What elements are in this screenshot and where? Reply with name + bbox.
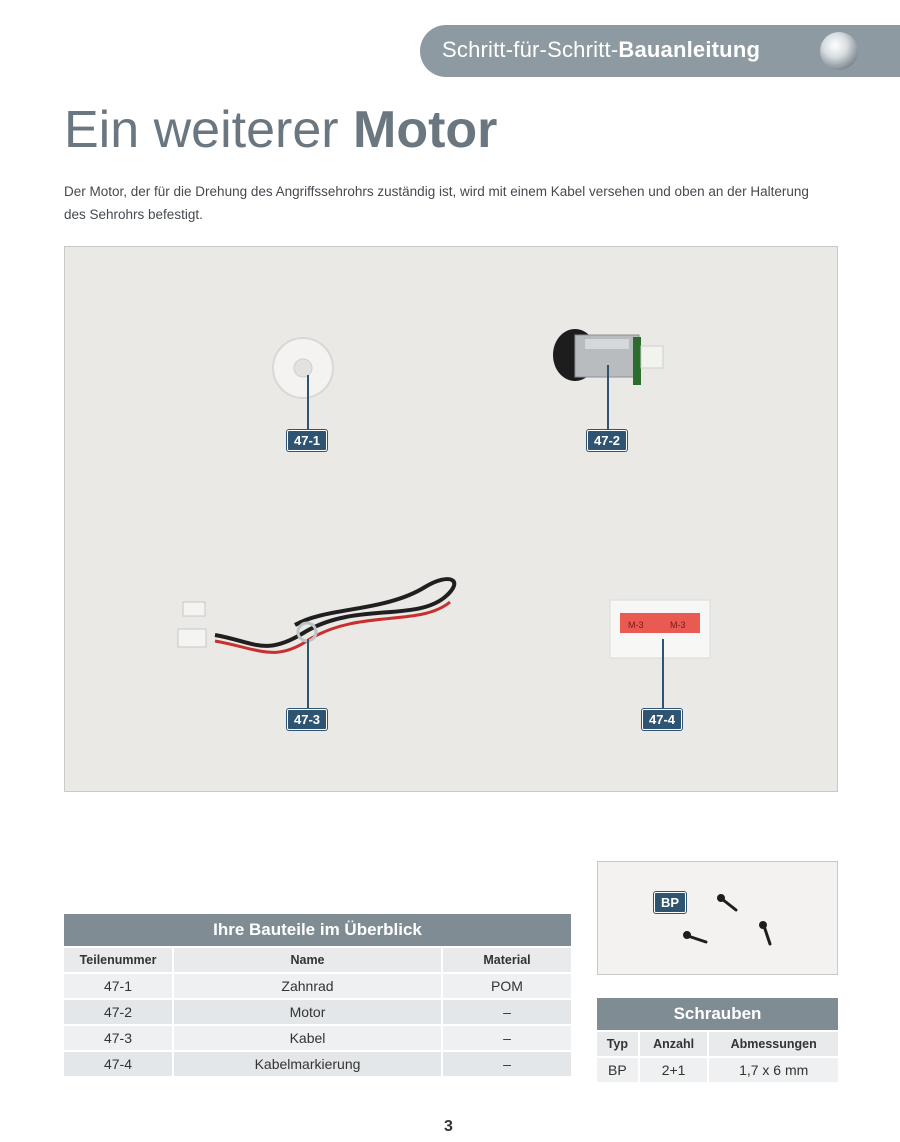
table-row — [64, 1000, 571, 1024]
screws-illustration — [598, 862, 839, 976]
parts-table-caption: Ihre Bauteile im Überblick — [64, 914, 571, 946]
screws-table — [597, 998, 838, 1084]
part-material: – — [443, 1052, 571, 1076]
part-number: 47-2 — [64, 1000, 174, 1024]
part-name: Kabel — [174, 1026, 443, 1050]
parts-table — [64, 914, 571, 1078]
table-row — [597, 1058, 838, 1082]
leader-line — [662, 639, 664, 709]
gear-image — [273, 338, 333, 398]
leader-line — [307, 375, 309, 431]
part-tag: 47-2 — [587, 430, 627, 451]
column-header: Anzahl — [640, 1032, 710, 1056]
table-header-row — [64, 948, 571, 972]
page-number: 3 — [444, 1118, 453, 1135]
column-header: Name — [174, 948, 443, 972]
table-row — [64, 1026, 571, 1050]
sphere-icon — [820, 32, 858, 70]
part-material: POM — [443, 974, 571, 998]
part-number: 47-1 — [64, 974, 174, 998]
part-number: 47-4 — [64, 1052, 174, 1076]
part-tag: 47-4 — [642, 709, 682, 730]
part-name: Motor — [174, 1000, 443, 1024]
leader-line — [607, 365, 609, 431]
parts-illustration — [65, 247, 839, 793]
marker-sheet-image — [610, 600, 710, 658]
table-row — [64, 1052, 571, 1076]
part-name: Kabelmarkierung — [174, 1052, 443, 1076]
screws-photo — [597, 861, 838, 975]
screw-tag: BP — [654, 892, 686, 913]
banner-title: Schritt-für-Schritt-Bauanleitung — [442, 37, 761, 62]
leader-line — [307, 639, 309, 709]
part-material: – — [443, 1026, 571, 1050]
intro-text: Der Motor, der für die Drehung des Angriffssehrohrs zuständig ist, wird mit einem Kabel versehen und oben an der Halterung des Sehrohrs befestigt. — [64, 184, 809, 222]
column-header: Abmessungen — [709, 1032, 838, 1056]
column-header: Material — [443, 948, 571, 972]
table-row — [64, 974, 571, 998]
marker-label: M-3 — [670, 620, 686, 630]
column-header: Typ — [597, 1032, 640, 1056]
marker-label: M-3 — [628, 620, 644, 630]
cable-image — [178, 579, 454, 652]
part-tag: 47-1 — [287, 430, 327, 451]
section-banner — [420, 25, 900, 77]
screw-dimensions: 1,7 x 6 mm — [709, 1058, 838, 1082]
screw-image — [760, 922, 771, 945]
part-name: Zahnrad — [174, 974, 443, 998]
parts-photo — [64, 246, 838, 792]
part-tag: 47-3 — [287, 709, 327, 730]
screws-table-caption: Schrauben — [597, 998, 838, 1030]
part-material: – — [443, 1000, 571, 1024]
screw-count: 2+1 — [640, 1058, 710, 1082]
column-header: Teilenummer — [64, 948, 174, 972]
table-header-row — [597, 1032, 838, 1056]
screw-image — [718, 895, 737, 911]
screw-image — [684, 932, 707, 943]
page-title: Ein weiterer Motor — [64, 101, 498, 159]
part-number: 47-3 — [64, 1026, 174, 1050]
screw-type: BP — [597, 1058, 640, 1082]
